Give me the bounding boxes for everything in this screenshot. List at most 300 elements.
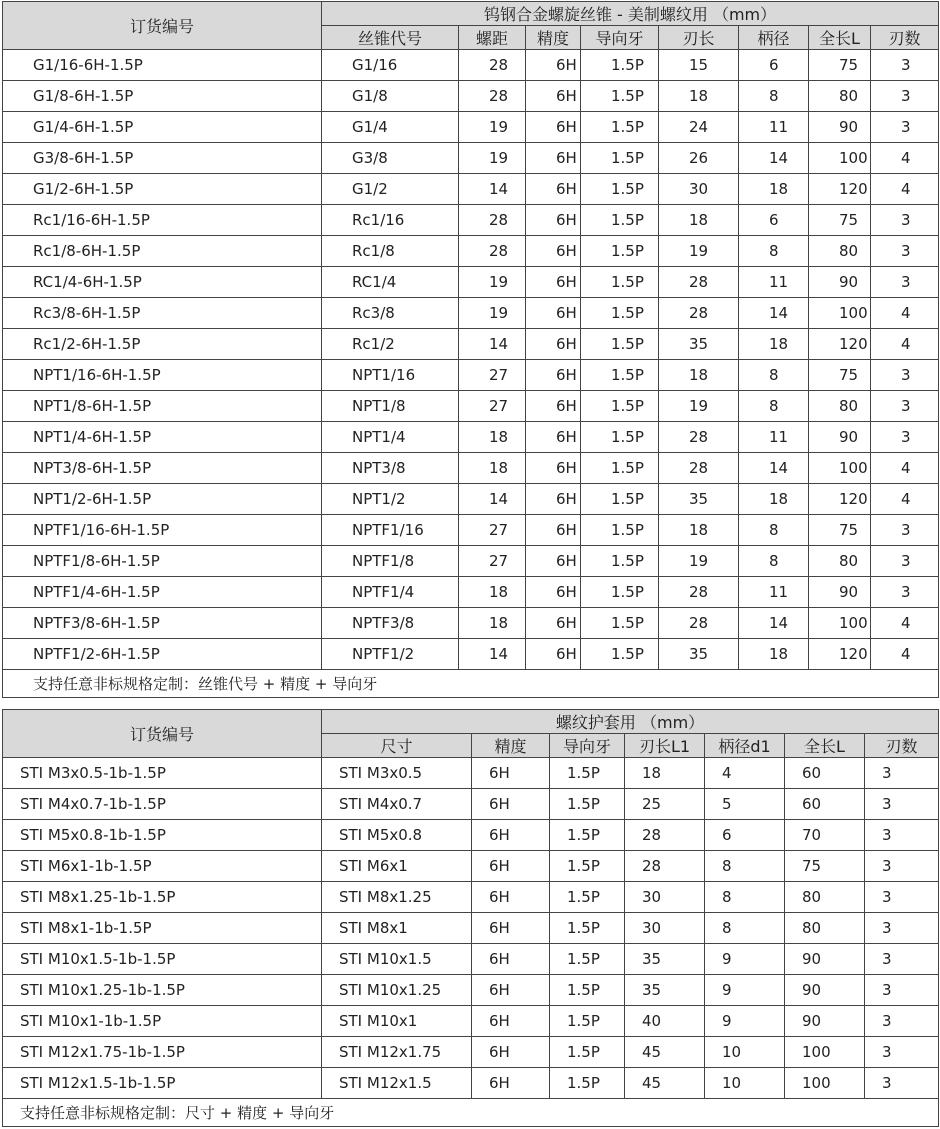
table-cell: 10: [705, 1037, 785, 1068]
table-row: [3, 174, 939, 205]
table-cell: STI M6x1-1b-1.5P: [3, 851, 322, 882]
table-cell: 75: [785, 851, 865, 882]
col-header-shank-diameter: 柄径d1: [705, 734, 785, 758]
table-cell: 1.5P: [581, 453, 659, 484]
table-cell: 6H: [526, 174, 581, 205]
table-cell: 1.5P: [581, 608, 659, 639]
table-cell: 75: [809, 360, 871, 391]
table-cell: STI M8x1.25: [322, 882, 472, 913]
table-row: [3, 422, 939, 453]
table-cell: 18: [659, 81, 739, 112]
table-cell: 6H: [472, 820, 550, 851]
table-cell: 1.5P: [550, 758, 625, 789]
table-cell: 3: [865, 882, 939, 913]
table-cell: 8: [739, 360, 809, 391]
table-cell: 14: [459, 639, 526, 670]
table-cell: NPTF1/16: [322, 515, 459, 546]
table-cell: NPT1/2: [322, 484, 459, 515]
table-cell: 1.5P: [581, 174, 659, 205]
table-cell: 1.5P: [581, 267, 659, 298]
table-cell: 5: [705, 789, 785, 820]
table-cell: Rc3/8: [322, 298, 459, 329]
table-cell: 120: [809, 329, 871, 360]
table-cell: 28: [659, 608, 739, 639]
table-cell: 6H: [526, 515, 581, 546]
table-cell: 1.5P: [581, 515, 659, 546]
table-cell: 18: [459, 608, 526, 639]
table-cell: 80: [809, 236, 871, 267]
table-cell: 8: [705, 882, 785, 913]
col-header-overall-length: 全长L: [809, 26, 871, 50]
table-row: [3, 1068, 939, 1099]
table-cell: 6H: [526, 81, 581, 112]
table-cell: 18: [459, 577, 526, 608]
table-cell: 6H: [526, 205, 581, 236]
table-cell: STI M6x1: [322, 851, 472, 882]
table-cell: 11: [739, 267, 809, 298]
table-cell: NPT1/8: [322, 391, 459, 422]
custom-spec-note: 支持任意非标规格定制：尺寸 + 精度 + 导向牙: [3, 1099, 939, 1127]
table-cell: Rc3/8-6H-1.5P: [3, 298, 322, 329]
table-row: [3, 298, 939, 329]
table-row: [3, 391, 939, 422]
table-cell: 4: [871, 143, 939, 174]
table-cell: 6H: [526, 143, 581, 174]
table-cell: 4: [871, 174, 939, 205]
table-row: [3, 360, 939, 391]
table-cell: NPT1/16-6H-1.5P: [3, 360, 322, 391]
table-cell: 14: [459, 484, 526, 515]
table-cell: 24: [659, 112, 739, 143]
table-cell: 8: [705, 851, 785, 882]
table-cell: 28: [625, 851, 705, 882]
table-cell: STI M4x0.7: [322, 789, 472, 820]
table-cell: 1.5P: [550, 913, 625, 944]
table-cell: G3/8: [322, 143, 459, 174]
table-cell: 18: [659, 205, 739, 236]
table-cell: 80: [809, 391, 871, 422]
table-cell: STI M3x0.5-1b-1.5P: [3, 758, 322, 789]
table-row: [3, 577, 939, 608]
table-cell: 80: [785, 913, 865, 944]
col-header-thread-length: 刃长L1: [625, 734, 705, 758]
table-cell: 4: [871, 453, 939, 484]
table-cell: 27: [459, 360, 526, 391]
table-cell: STI M8x1-1b-1.5P: [3, 913, 322, 944]
table-row: [3, 329, 939, 360]
table-row: [3, 820, 939, 851]
group-title: 钨钢合金螺旋丝锥 - 美制螺纹用 （mm）: [322, 2, 939, 26]
table-cell: 3: [865, 1006, 939, 1037]
table-cell: STI M10x1-1b-1.5P: [3, 1006, 322, 1037]
table-cell: 1.5P: [550, 1068, 625, 1099]
table-cell: 6H: [472, 1037, 550, 1068]
table-cell: Rc1/2-6H-1.5P: [3, 329, 322, 360]
table-cell: 8: [739, 391, 809, 422]
table-cell: 3: [865, 944, 939, 975]
table-cell: 6H: [526, 50, 581, 81]
table-cell: 19: [459, 112, 526, 143]
table-cell: 18: [739, 174, 809, 205]
table-cell: 1.5P: [550, 1006, 625, 1037]
table-cell: NPT1/4: [322, 422, 459, 453]
table-cell: 9: [705, 1006, 785, 1037]
table-cell: NPTF1/8: [322, 546, 459, 577]
table-cell: 18: [459, 422, 526, 453]
table-cell: 14: [739, 143, 809, 174]
col-header-flutes: 刃数: [865, 734, 939, 758]
table-cell: 6H: [526, 577, 581, 608]
table-cell: NPTF1/2-6H-1.5P: [3, 639, 322, 670]
col-header-size: 尺寸: [322, 734, 472, 758]
table-cell: 1.5P: [581, 484, 659, 515]
table-cell: 6H: [526, 112, 581, 143]
table-cell: 6H: [526, 236, 581, 267]
table-cell: RC1/4-6H-1.5P: [3, 267, 322, 298]
table-cell: 28: [659, 422, 739, 453]
table-cell: 80: [785, 882, 865, 913]
table-cell: 19: [459, 267, 526, 298]
table-cell: 18: [459, 453, 526, 484]
table-cell: STI M4x0.7-1b-1.5P: [3, 789, 322, 820]
table-cell: RC1/4: [322, 267, 459, 298]
table-cell: 6H: [472, 882, 550, 913]
table-cell: STI M3x0.5: [322, 758, 472, 789]
table-cell: G1/4-6H-1.5P: [3, 112, 322, 143]
table-cell: 6H: [526, 422, 581, 453]
table-cell: 28: [459, 236, 526, 267]
table-cell: 100: [809, 143, 871, 174]
table-cell: 60: [785, 789, 865, 820]
table-cell: 1.5P: [581, 50, 659, 81]
table-row: [3, 882, 939, 913]
table-cell: 1.5P: [581, 112, 659, 143]
table-cell: 6H: [472, 944, 550, 975]
table-cell: Rc1/2: [322, 329, 459, 360]
table-cell: G1/4: [322, 112, 459, 143]
table-cell: STI M12x1.75-1b-1.5P: [3, 1037, 322, 1068]
table-cell: 3: [871, 205, 939, 236]
table-cell: STI M10x1.5: [322, 944, 472, 975]
table-cell: G3/8-6H-1.5P: [3, 143, 322, 174]
table-cell: 3: [865, 789, 939, 820]
table-cell: 4: [871, 484, 939, 515]
table-cell: 3: [865, 820, 939, 851]
table-cell: 90: [785, 1006, 865, 1037]
table-cell: 10: [705, 1068, 785, 1099]
table-cell: 6H: [472, 758, 550, 789]
table-cell: STI M10x1.25-1b-1.5P: [3, 975, 322, 1006]
group-title: 螺纹护套用 （mm）: [322, 710, 939, 734]
table-cell: 1.5P: [581, 205, 659, 236]
table-cell: 14: [459, 329, 526, 360]
table-cell: 30: [625, 882, 705, 913]
table-row: [3, 50, 939, 81]
table-cell: 30: [659, 174, 739, 205]
table-cell: 3: [871, 391, 939, 422]
table-cell: NPTF1/2: [322, 639, 459, 670]
table-cell: 100: [809, 298, 871, 329]
table-cell: 35: [659, 329, 739, 360]
order-number-header: 订货编号: [3, 2, 322, 50]
table-cell: 28: [659, 453, 739, 484]
table-cell: 27: [459, 515, 526, 546]
table-cell: NPTF1/4-6H-1.5P: [3, 577, 322, 608]
table-cell: NPTF1/4: [322, 577, 459, 608]
table-row: [3, 1006, 939, 1037]
table-cell: 40: [625, 1006, 705, 1037]
table-cell: 6H: [472, 789, 550, 820]
table-cell: NPTF3/8: [322, 608, 459, 639]
table-cell: 11: [739, 112, 809, 143]
table-cell: NPT3/8: [322, 453, 459, 484]
col-header-shank-diameter: 柄径: [739, 26, 809, 50]
table-cell: 1.5P: [581, 329, 659, 360]
table-cell: 6H: [526, 484, 581, 515]
table-cell: 1.5P: [581, 360, 659, 391]
table-cell: 90: [785, 975, 865, 1006]
table-row: [3, 453, 939, 484]
table-row: [3, 913, 939, 944]
table-row: [3, 944, 939, 975]
table-cell: 90: [809, 267, 871, 298]
table-cell: NPTF1/8-6H-1.5P: [3, 546, 322, 577]
table-cell: 6H: [526, 298, 581, 329]
table-cell: 8: [739, 236, 809, 267]
table-cell: 1.5P: [550, 1037, 625, 1068]
table-cell: 4: [871, 298, 939, 329]
table-cell: 19: [659, 546, 739, 577]
table-cell: 4: [871, 639, 939, 670]
table-cell: 15: [659, 50, 739, 81]
table-row: [3, 639, 939, 670]
table-cell: G1/16-6H-1.5P: [3, 50, 322, 81]
table-cell: 6H: [526, 360, 581, 391]
table-cell: 3: [871, 422, 939, 453]
col-header-tap-code: 丝锥代号: [322, 26, 459, 50]
table-cell: 3: [871, 515, 939, 546]
table-cell: 1.5P: [581, 81, 659, 112]
thread-insert-tap-table: [2, 709, 939, 1127]
table-cell: 3: [871, 112, 939, 143]
table-cell: STI M10x1.25: [322, 975, 472, 1006]
table-cell: NPT1/4-6H-1.5P: [3, 422, 322, 453]
table-cell: NPT1/16: [322, 360, 459, 391]
table-cell: 100: [809, 608, 871, 639]
table-cell: 28: [459, 205, 526, 236]
table-cell: NPT3/8-6H-1.5P: [3, 453, 322, 484]
table-cell: 27: [459, 391, 526, 422]
table-cell: 1.5P: [550, 944, 625, 975]
table-cell: 6H: [526, 546, 581, 577]
table-cell: 1.5P: [581, 639, 659, 670]
table-cell: 18: [625, 758, 705, 789]
table-cell: STI M8x1: [322, 913, 472, 944]
table-row: [3, 112, 939, 143]
table-cell: 6H: [526, 267, 581, 298]
col-header-thread-length: 刃长: [659, 26, 739, 50]
table-cell: 6H: [526, 608, 581, 639]
table-cell: 14: [459, 174, 526, 205]
table-cell: 120: [809, 174, 871, 205]
table-cell: 3: [871, 360, 939, 391]
table-cell: 100: [785, 1068, 865, 1099]
table-cell: STI M5x0.8: [322, 820, 472, 851]
table-cell: 3: [871, 236, 939, 267]
table-cell: 3: [865, 1068, 939, 1099]
col-header-flutes: 刃数: [871, 26, 939, 50]
table-cell: 9: [705, 944, 785, 975]
table-cell: 19: [459, 298, 526, 329]
col-header-guide-thread: 导向牙: [550, 734, 625, 758]
table-cell: G1/2: [322, 174, 459, 205]
table-cell: 18: [739, 639, 809, 670]
table-cell: 75: [809, 205, 871, 236]
table-cell: G1/2-6H-1.5P: [3, 174, 322, 205]
table-cell: 100: [809, 453, 871, 484]
table-cell: 6: [739, 50, 809, 81]
table-cell: 60: [785, 758, 865, 789]
table-row: [3, 758, 939, 789]
table-cell: 19: [459, 143, 526, 174]
table-row: [3, 81, 939, 112]
table-cell: 75: [809, 515, 871, 546]
table-cell: STI M12x1.75: [322, 1037, 472, 1068]
table-cell: 90: [809, 112, 871, 143]
table-row: [3, 975, 939, 1006]
table-cell: 9: [705, 975, 785, 1006]
table-cell: 3: [865, 851, 939, 882]
table-cell: 6: [739, 205, 809, 236]
table-cell: 3: [865, 913, 939, 944]
table-cell: 35: [659, 639, 739, 670]
table-cell: 75: [809, 50, 871, 81]
table-cell: 120: [809, 484, 871, 515]
table-cell: 14: [739, 298, 809, 329]
table-cell: 100: [785, 1037, 865, 1068]
custom-spec-note: 支持任意非标规格定制：丝锥代号 + 精度 + 导向牙: [3, 670, 939, 698]
table-cell: 6H: [526, 639, 581, 670]
table-cell: STI M8x1.25-1b-1.5P: [3, 882, 322, 913]
table-cell: 45: [625, 1068, 705, 1099]
table-cell: 27: [459, 546, 526, 577]
table-cell: 18: [659, 360, 739, 391]
table-cell: 1.5P: [581, 391, 659, 422]
table-cell: 80: [809, 546, 871, 577]
table-cell: 6H: [472, 1068, 550, 1099]
table-cell: STI M10x1.5-1b-1.5P: [3, 944, 322, 975]
table-cell: 28: [625, 820, 705, 851]
table-cell: Rc1/16: [322, 205, 459, 236]
table-cell: 90: [809, 422, 871, 453]
table-cell: 1.5P: [550, 820, 625, 851]
table-cell: 18: [659, 515, 739, 546]
table-cell: 1.5P: [581, 577, 659, 608]
table-cell: 1.5P: [550, 851, 625, 882]
table-cell: 1.5P: [550, 882, 625, 913]
table-row: [3, 608, 939, 639]
table-cell: 8: [705, 913, 785, 944]
table-cell: 3: [865, 758, 939, 789]
col-header-precision: 精度: [526, 26, 581, 50]
table-cell: NPT1/2-6H-1.5P: [3, 484, 322, 515]
table-cell: 8: [739, 81, 809, 112]
table-row: [3, 515, 939, 546]
table-cell: 4: [871, 329, 939, 360]
table-row: [3, 1037, 939, 1068]
table-cell: Rc1/16-6H-1.5P: [3, 205, 322, 236]
table-cell: 6H: [526, 329, 581, 360]
table-cell: 1.5P: [581, 422, 659, 453]
table-cell: 19: [659, 391, 739, 422]
table-cell: 25: [625, 789, 705, 820]
table-cell: NPT1/8-6H-1.5P: [3, 391, 322, 422]
table-cell: 6: [705, 820, 785, 851]
table-cell: 6H: [526, 391, 581, 422]
table-cell: G1/16: [322, 50, 459, 81]
table-cell: Rc1/8: [322, 236, 459, 267]
table-cell: 4: [705, 758, 785, 789]
table-cell: G1/8-6H-1.5P: [3, 81, 322, 112]
col-header-precision: 精度: [472, 734, 550, 758]
table-cell: 1.5P: [581, 143, 659, 174]
table-cell: 90: [809, 577, 871, 608]
table-cell: STI M12x1.5-1b-1.5P: [3, 1068, 322, 1099]
table-cell: STI M10x1: [322, 1006, 472, 1037]
table-row: [3, 851, 939, 882]
table-cell: 1.5P: [550, 789, 625, 820]
table-cell: 1.5P: [581, 546, 659, 577]
table-cell: 3: [865, 1037, 939, 1068]
table-cell: 3: [865, 975, 939, 1006]
table-cell: 28: [659, 267, 739, 298]
table-row: [3, 484, 939, 515]
table-cell: 120: [809, 639, 871, 670]
table-cell: 6H: [472, 975, 550, 1006]
table-row: [3, 205, 939, 236]
col-header-guide-thread: 导向牙: [581, 26, 659, 50]
table-cell: 28: [459, 81, 526, 112]
table-cell: 28: [459, 50, 526, 81]
table-cell: G1/8: [322, 81, 459, 112]
table-cell: 19: [659, 236, 739, 267]
table-cell: 1.5P: [550, 975, 625, 1006]
table-cell: 30: [625, 913, 705, 944]
table-cell: 35: [625, 975, 705, 1006]
col-header-overall-length: 全长L: [785, 734, 865, 758]
table-row: [3, 789, 939, 820]
table-cell: 8: [739, 546, 809, 577]
tap-spec-table: [2, 1, 939, 698]
table-cell: 14: [739, 608, 809, 639]
table-cell: 8: [739, 515, 809, 546]
order-number-header: 订货编号: [3, 710, 322, 758]
table-cell: 1.5P: [581, 298, 659, 329]
table-cell: 6H: [472, 851, 550, 882]
table-cell: NPTF1/16-6H-1.5P: [3, 515, 322, 546]
col-header-pitch: 螺距: [459, 26, 526, 50]
table-cell: 18: [739, 329, 809, 360]
table-cell: 28: [659, 577, 739, 608]
table-row: [3, 143, 939, 174]
table-cell: 3: [871, 50, 939, 81]
table-cell: 80: [809, 81, 871, 112]
table-cell: 3: [871, 546, 939, 577]
table-cell: 14: [739, 453, 809, 484]
table-cell: 35: [625, 944, 705, 975]
table-cell: 45: [625, 1037, 705, 1068]
table-cell: 4: [871, 608, 939, 639]
